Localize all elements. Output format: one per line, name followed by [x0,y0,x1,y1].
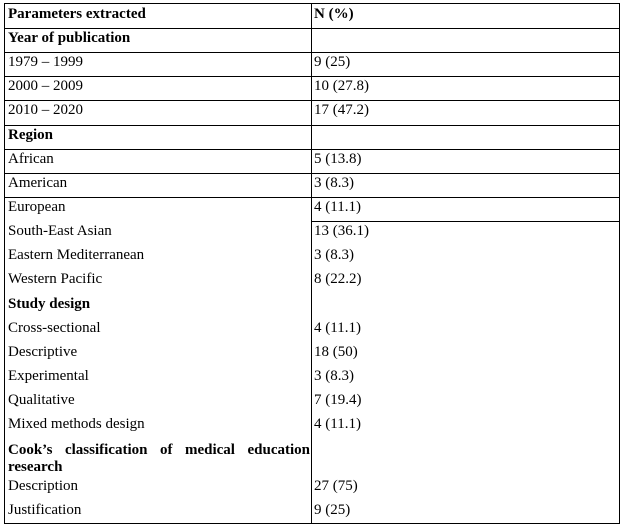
table-row [5,100,619,125]
n-percent-value: 4 (11.1) [314,320,361,336]
table-row [5,342,619,366]
n-percent-value: 3 (8.3) [314,368,354,384]
table-row [5,390,619,414]
n-percent-value: 13 (36.1) [314,223,369,239]
parameter-label: Justification [8,502,82,518]
parameter-label: European [8,199,66,215]
section-label: Region [8,127,53,143]
parameter-label: American [8,175,68,191]
parameter-label: African [8,151,54,167]
parameter-label: Qualitative [8,392,75,408]
section-label: Year of publication [8,30,131,46]
n-percent-value: 4 (11.1) [314,199,361,215]
section-label: Study design [8,296,91,312]
parameter-label: Description [8,478,78,494]
n-percent-value: 4 (11.1) [314,416,361,432]
table-row [5,366,619,390]
n-percent-value: 17 (47.2) [314,102,369,118]
n-percent-value: 27 (75) [314,478,358,494]
table-row [5,476,619,500]
parameter-label: South-East Asian [8,223,112,239]
n-percent-value: 5 (13.8) [314,151,362,167]
table-row [5,245,619,269]
table-header-row [5,4,619,28]
section-row [5,28,619,52]
table-row [5,414,619,441]
parameter-label: 1979 – 1999 [8,54,83,70]
table-row [5,269,619,294]
n-percent-value: 9 (25) [314,502,351,518]
n-percent-value: 9 (25) [314,54,351,70]
parameter-label: Mixed methods design [8,416,145,432]
parameter-label: Descriptive [8,344,78,360]
parameters-table [4,3,620,524]
parameter-label: 2000 – 2009 [8,78,83,94]
parameter-label: Cross-sectional [8,320,101,336]
parameter-label: 2010 – 2020 [8,102,83,118]
n-percent-value: 18 (50) [314,344,358,360]
n-percent-value: 7 (19.4) [314,392,362,408]
section-row [5,294,619,318]
table-row [5,318,619,342]
n-percent-value: 3 (8.3) [314,247,354,263]
table-row [5,149,619,173]
section-label: Cook’s classification of medical education research [8,442,310,475]
table-row [5,221,619,245]
parameter-label: Experimental [8,368,89,384]
table-row [5,76,619,100]
header-parameters: Parameters extracted [8,6,146,22]
parameter-label: Western Pacific [8,271,103,287]
n-percent-value: 10 (27.8) [314,78,369,94]
table-row [5,197,619,221]
table-row [5,500,619,523]
table-row [5,52,619,76]
section-row [5,441,619,476]
header-n-percent: N (%) [314,6,354,22]
n-percent-value: 8 (22.2) [314,271,362,287]
table-row [5,173,619,197]
parameter-label: Eastern Mediterranean [8,247,145,263]
n-percent-value: 3 (8.3) [314,175,354,191]
section-row [5,125,619,149]
